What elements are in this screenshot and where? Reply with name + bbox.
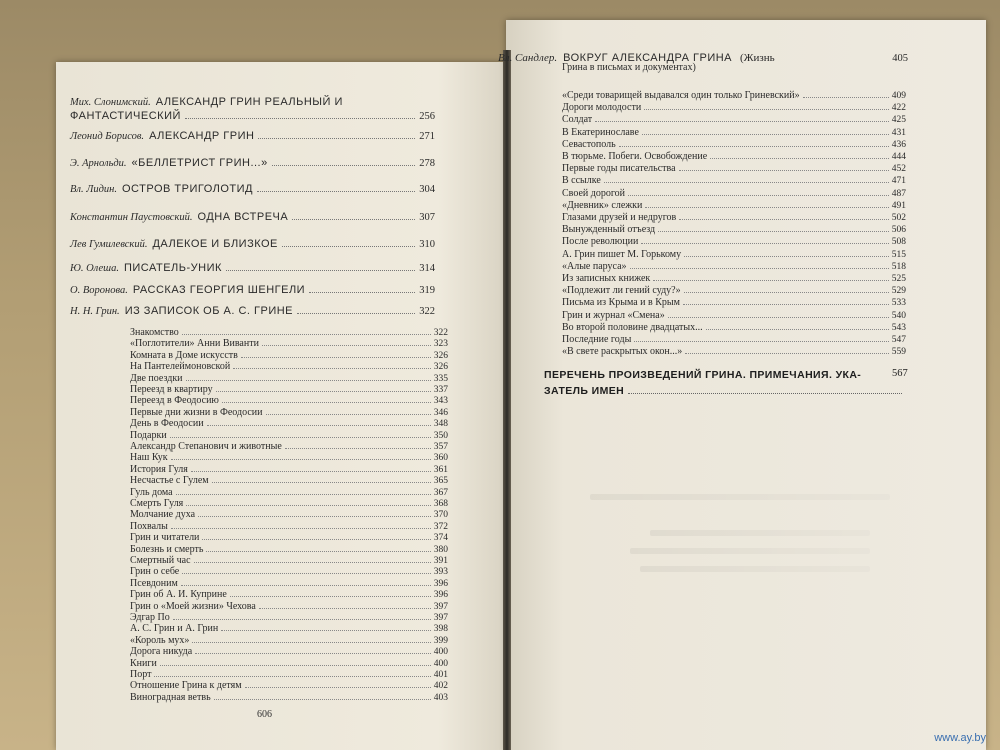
subentry-page: 380 bbox=[433, 544, 448, 555]
toc-subentry bbox=[562, 310, 906, 321]
right-bold-entry bbox=[544, 367, 906, 399]
subentry-page: 368 bbox=[433, 499, 448, 509]
subentry-page: 372 bbox=[433, 521, 448, 532]
subentry-title: «Поглотители» Анни Виванти bbox=[130, 338, 259, 350]
dot-leader bbox=[194, 562, 431, 563]
subentry-title: В Екатеринославе bbox=[562, 126, 639, 138]
subentry-title: Грин о «Моей жизни» Чехова bbox=[130, 600, 256, 612]
subentry-title: Из записных книжек bbox=[562, 273, 651, 284]
entry-title-line2: Грина в письмах и документах) bbox=[562, 62, 696, 73]
subentry-page: 326 bbox=[433, 350, 448, 361]
subentry-page: 401 bbox=[433, 670, 448, 680]
dot-leader bbox=[644, 109, 889, 110]
entry-title: ПИСАТЕЛЬ-УНИК bbox=[123, 262, 222, 274]
entry-title: «БЕЛЛЕТРИСТ ГРИН...» bbox=[131, 157, 268, 169]
toc-subentry bbox=[562, 139, 906, 150]
dot-leader bbox=[186, 380, 431, 381]
entry-title: ИЗ ЗАПИСОК ОБ А. С. ГРИНЕ bbox=[124, 305, 294, 317]
subentry-title: Комната в Доме искусств bbox=[130, 349, 238, 361]
toc-subentry bbox=[130, 395, 448, 406]
dot-leader bbox=[212, 482, 431, 483]
bold-entry-page: 567 bbox=[892, 368, 908, 379]
toc-entry bbox=[70, 130, 435, 142]
dot-leader bbox=[222, 402, 431, 403]
dot-leader bbox=[604, 182, 889, 183]
toc-subentry bbox=[130, 589, 448, 600]
entry-author: Вл. Сандлер. bbox=[498, 52, 558, 64]
entry-page: 319 bbox=[419, 285, 435, 296]
subentry-title: Переезд в Феодосию bbox=[130, 395, 219, 407]
dot-leader bbox=[216, 391, 431, 392]
toc-entry bbox=[70, 262, 435, 274]
toc-entry bbox=[70, 284, 435, 296]
subentry-page: 357 bbox=[433, 442, 448, 452]
toc-subentry bbox=[130, 623, 448, 634]
entry-author: Мих. Слонимский. bbox=[70, 97, 151, 108]
entry-author: Ю. Олеша. bbox=[70, 263, 119, 274]
entry-author: Лев Гумилевский. bbox=[70, 239, 148, 250]
dot-leader bbox=[171, 528, 431, 529]
subentry-page: 398 bbox=[433, 624, 448, 635]
subentry-page: 402 bbox=[433, 681, 448, 692]
subentry-title: История Гуля bbox=[130, 463, 188, 475]
subentry-title: Переезд в квартиру bbox=[130, 384, 213, 395]
subentry-title: Виноградная ветвь bbox=[130, 691, 211, 703]
subentry-title: Порт bbox=[130, 669, 152, 680]
subentry-title: «Среди товарищей выдавался один только Гриневский» bbox=[562, 90, 800, 101]
entry-author: Н. Н. Грин. bbox=[70, 306, 120, 317]
toc-subentry bbox=[562, 224, 906, 235]
dot-leader bbox=[628, 195, 889, 196]
subentry-page: 370 bbox=[433, 510, 448, 521]
subentry-title: В ссылке bbox=[562, 175, 601, 187]
bleed-through bbox=[590, 494, 890, 500]
subentry-page: 559 bbox=[891, 347, 906, 358]
toc-subentry bbox=[562, 127, 906, 138]
toc-subentry bbox=[130, 418, 448, 429]
toc-subentry bbox=[562, 212, 906, 223]
dot-leader bbox=[706, 329, 889, 330]
toc-subentry bbox=[562, 114, 906, 125]
subentry-page: 326 bbox=[433, 362, 448, 373]
subentry-page: 346 bbox=[433, 407, 448, 418]
subentry-page: 452 bbox=[891, 164, 906, 175]
toc-subentry bbox=[130, 532, 448, 543]
subentry-page: 502 bbox=[891, 213, 906, 223]
dot-leader bbox=[182, 334, 431, 335]
subentry-page: 409 bbox=[891, 91, 906, 101]
dot-leader bbox=[297, 313, 415, 314]
dot-leader bbox=[202, 539, 430, 540]
toc-subentry bbox=[130, 407, 448, 418]
subentry-page: 491 bbox=[891, 200, 906, 211]
entry-page: 256 bbox=[419, 111, 435, 122]
subentry-page: 431 bbox=[891, 127, 906, 138]
entry-page: 322 bbox=[419, 306, 435, 317]
toc-subentry bbox=[130, 612, 448, 623]
subentry-page: 518 bbox=[891, 261, 906, 272]
entry-title: ДАЛЕКОЕ И БЛИЗКОЕ bbox=[152, 238, 278, 250]
subentry-title: Первые годы писательства bbox=[562, 163, 676, 175]
entry-title: АЛЕКСАНДР ГРИН bbox=[149, 130, 255, 142]
subentry-title: Грин и читатели bbox=[130, 532, 200, 544]
subentry-title: Глазами друзей и недругов bbox=[562, 212, 677, 223]
dot-leader bbox=[282, 246, 415, 247]
toc-subentry bbox=[562, 285, 906, 296]
subentry-title: «Король мух» bbox=[130, 634, 190, 646]
subentry-title: Похвалы bbox=[130, 520, 168, 532]
subentry-title: Подарки bbox=[130, 429, 167, 441]
page-number: 606 bbox=[257, 709, 272, 720]
dot-leader bbox=[207, 425, 431, 426]
toc-entry bbox=[70, 183, 435, 195]
subentry-page: 367 bbox=[433, 487, 448, 498]
toc-subentry bbox=[562, 188, 906, 199]
toc-subentry bbox=[562, 200, 906, 211]
entry-title: АЛЕКСАНДР ГРИН РЕАЛЬНЫЙ И bbox=[155, 96, 343, 108]
subentry-title: Солдат bbox=[562, 114, 593, 126]
watermark: www.ay.by bbox=[934, 732, 986, 744]
subentry-page: 396 bbox=[433, 590, 448, 601]
subentry-page: 337 bbox=[433, 385, 448, 395]
dot-leader bbox=[309, 292, 415, 293]
dot-leader bbox=[619, 146, 889, 147]
toc-subentry bbox=[562, 175, 906, 186]
subentry-page: 400 bbox=[433, 658, 448, 669]
dot-leader bbox=[272, 165, 416, 166]
toc-subentry bbox=[562, 346, 906, 357]
subentry-title: Молчание духа bbox=[130, 509, 196, 521]
subentry-page: 335 bbox=[433, 373, 448, 384]
toc-subentry bbox=[130, 601, 448, 612]
entry-author: Вл. Лидин. bbox=[70, 184, 117, 195]
entry-title: ОСТРОВ ТРИГОЛОТИД bbox=[122, 183, 253, 195]
subentry-title: Отношение Грина к детям bbox=[130, 680, 242, 692]
dot-leader bbox=[668, 317, 889, 318]
bold-entry-line1: ПЕРЕЧЕНЬ ПРОИЗВЕДЕНИЙ ГРИНА. ПРИМЕЧАНИЯ. УКА- bbox=[544, 369, 862, 381]
dot-leader bbox=[259, 608, 431, 609]
toc-subentry bbox=[562, 334, 906, 345]
toc-subentry bbox=[562, 273, 906, 284]
bleed-through bbox=[630, 548, 870, 554]
dot-leader bbox=[233, 368, 431, 369]
subentry-page: 540 bbox=[891, 310, 906, 321]
entry-page: 314 bbox=[419, 263, 435, 274]
subentry-page: 444 bbox=[891, 152, 906, 162]
dot-leader bbox=[221, 630, 431, 631]
dot-leader bbox=[160, 665, 431, 666]
dot-leader bbox=[285, 448, 431, 449]
toc-subentry bbox=[562, 151, 906, 162]
dot-leader bbox=[683, 304, 889, 305]
dot-leader bbox=[257, 191, 415, 192]
dot-leader bbox=[258, 138, 415, 139]
toc-subentry bbox=[130, 669, 448, 680]
dot-leader bbox=[181, 585, 431, 586]
subentry-title: День в Феодосии bbox=[130, 418, 204, 430]
toc-subentry bbox=[130, 680, 448, 691]
dot-leader bbox=[679, 219, 888, 220]
dot-leader bbox=[684, 256, 889, 257]
entry-author: Константин Паустовский. bbox=[70, 212, 193, 223]
entry-title-rest: (Жизнь bbox=[740, 52, 775, 64]
entry-page: 310 bbox=[419, 239, 435, 250]
toc-entry bbox=[70, 211, 435, 223]
dot-leader bbox=[266, 414, 431, 415]
toc-subentry bbox=[130, 555, 448, 566]
entry-author: Леонид Борисов. bbox=[70, 131, 145, 142]
subentry-title: Своей дорогой bbox=[562, 187, 626, 199]
entry-page: 271 bbox=[419, 131, 435, 142]
toc-subentry bbox=[130, 578, 448, 589]
subentry-page: 529 bbox=[891, 286, 906, 297]
subentry-title: Наш Кук bbox=[130, 452, 168, 464]
subentry-page: 471 bbox=[891, 176, 906, 187]
toc-subentry bbox=[562, 297, 906, 308]
subentry-title: Знакомство bbox=[130, 327, 179, 338]
toc-subentry bbox=[130, 692, 448, 703]
subentry-page: 422 bbox=[891, 103, 906, 114]
dot-leader bbox=[292, 219, 415, 220]
dot-leader bbox=[634, 341, 888, 342]
dot-leader bbox=[198, 516, 431, 517]
dot-leader bbox=[182, 573, 431, 574]
dot-leader bbox=[170, 437, 431, 438]
toc-subentry bbox=[130, 635, 448, 646]
toc-entry bbox=[70, 157, 435, 169]
toc-subentry bbox=[562, 90, 906, 101]
subentry-title: А. С. Грин и А. Грин bbox=[130, 623, 219, 635]
subentry-page: 323 bbox=[433, 339, 448, 350]
subentry-page: 397 bbox=[433, 613, 448, 623]
toc-subentry bbox=[130, 566, 448, 577]
subentry-title: Дороги молодости bbox=[562, 102, 642, 114]
toc-subentry bbox=[562, 322, 906, 333]
subentry-title: Во второй половине двадцатых... bbox=[562, 321, 703, 333]
dot-leader bbox=[191, 471, 431, 472]
dot-leader bbox=[630, 268, 889, 269]
toc-subentry bbox=[130, 373, 448, 384]
subentry-title: Грин об А. И. Куприне bbox=[130, 589, 227, 601]
subentry-title: В тюрьме. Побеги. Освобождение bbox=[562, 151, 708, 162]
toc-subentry bbox=[562, 249, 906, 260]
subentry-page: 508 bbox=[891, 237, 906, 248]
subentry-page: 322 bbox=[433, 328, 448, 338]
dot-leader bbox=[206, 551, 430, 552]
subentry-page: 397 bbox=[433, 601, 448, 612]
toc-subentry bbox=[130, 658, 448, 669]
toc-subentry bbox=[130, 338, 448, 349]
toc-subentry bbox=[130, 350, 448, 361]
subentry-page: 374 bbox=[433, 533, 448, 544]
subentry-title: Гуль дома bbox=[130, 486, 173, 498]
dot-leader bbox=[173, 619, 431, 620]
toc-subentry bbox=[130, 646, 448, 657]
toc-subentry bbox=[130, 509, 448, 520]
subentry-title: Книги bbox=[130, 657, 157, 669]
subentry-page: 543 bbox=[891, 322, 906, 333]
toc-subentry bbox=[130, 475, 448, 486]
toc-subentry bbox=[130, 327, 448, 338]
subentry-page: 425 bbox=[891, 115, 906, 126]
dot-leader bbox=[658, 231, 889, 232]
toc-subentry bbox=[562, 261, 906, 272]
subentry-title: Вынужденный отъезд bbox=[562, 224, 656, 236]
subentry-title: Александр Степанович и животные bbox=[130, 441, 282, 452]
toc-subentry bbox=[562, 236, 906, 247]
dot-leader bbox=[195, 653, 431, 654]
entry-title-line2: ФАНТАСТИЧЕСКИЙ bbox=[70, 110, 181, 122]
entry-page: 278 bbox=[419, 158, 435, 169]
subentry-title: «Алые паруса» bbox=[562, 260, 627, 272]
toc-subentry bbox=[130, 384, 448, 395]
toc-subentry bbox=[562, 102, 906, 113]
entry-title: ВОКРУГ АЛЕКСАНДРА ГРИНА bbox=[563, 52, 733, 64]
subentry-title: Севастополь bbox=[562, 138, 616, 150]
toc-subentry bbox=[130, 487, 448, 498]
subentry-title: Псевдоним bbox=[130, 577, 178, 589]
subentry-title: Письма из Крыма и в Крым bbox=[562, 297, 680, 309]
subentry-title: После революции bbox=[562, 236, 639, 248]
subentry-title: «Подлежит ли гений суду?» bbox=[562, 285, 681, 297]
subentry-title: «В свете раскрытых окон...» bbox=[562, 346, 683, 358]
toc-entry bbox=[70, 238, 435, 250]
right-main-entry bbox=[498, 52, 908, 73]
subentry-title: На Пантелеймоновской bbox=[130, 361, 231, 373]
subentry-page: 436 bbox=[891, 139, 906, 150]
subentry-page: 350 bbox=[433, 430, 448, 441]
subentry-title: Первые дни жизни в Феодосии bbox=[130, 406, 263, 418]
toc-subentry bbox=[130, 521, 448, 532]
subentry-title: Несчастье с Гулем bbox=[130, 475, 209, 487]
entry-page: 307 bbox=[419, 212, 435, 223]
dot-leader bbox=[685, 353, 888, 354]
subentry-title: «Дневник» слежки bbox=[562, 199, 643, 211]
subentry-page: 399 bbox=[433, 635, 448, 646]
dot-leader bbox=[653, 280, 888, 281]
subentry-page: 396 bbox=[433, 578, 448, 589]
dot-leader bbox=[262, 345, 431, 346]
dot-leader bbox=[214, 699, 431, 700]
bleed-through bbox=[650, 530, 870, 536]
subentry-title: Смерть Гуля bbox=[130, 498, 184, 509]
entry-author: О. Воронова. bbox=[70, 285, 128, 296]
toc-subentry bbox=[130, 430, 448, 441]
subentry-title: Смертный час bbox=[130, 555, 191, 566]
toc-entry bbox=[70, 96, 435, 108]
subentry-page: 400 bbox=[433, 647, 448, 658]
subentry-title: А. Грин пишет М. Горькому bbox=[562, 248, 682, 260]
toc-subentry bbox=[130, 544, 448, 555]
dot-leader bbox=[595, 121, 889, 122]
subentry-page: 361 bbox=[433, 464, 448, 475]
dot-leader bbox=[645, 207, 888, 208]
subentry-page: 487 bbox=[891, 188, 906, 199]
toc-subentry bbox=[562, 163, 906, 174]
subentry-page: 391 bbox=[433, 556, 448, 566]
bleed-through bbox=[640, 566, 870, 572]
dot-leader bbox=[679, 170, 889, 171]
subentry-title: Две поездки bbox=[130, 372, 183, 384]
subentry-page: 547 bbox=[891, 335, 906, 345]
toc-subentry bbox=[130, 361, 448, 372]
subentry-page: 506 bbox=[891, 225, 906, 236]
dot-leader bbox=[642, 134, 889, 135]
toc-subentry bbox=[130, 441, 448, 452]
subentry-title: Дорога никуда bbox=[130, 646, 193, 658]
toc-subentry bbox=[130, 498, 448, 509]
subentry-page: 525 bbox=[891, 274, 906, 284]
subentry-page: 515 bbox=[891, 249, 906, 260]
dot-leader bbox=[710, 158, 889, 159]
dot-leader bbox=[171, 459, 431, 460]
subentry-page: 403 bbox=[433, 692, 448, 703]
dot-leader bbox=[230, 596, 431, 597]
dot-leader bbox=[226, 270, 415, 271]
toc-subentry bbox=[130, 452, 448, 463]
entry-page: 304 bbox=[419, 184, 435, 195]
dot-leader bbox=[245, 687, 431, 688]
dot-leader bbox=[176, 494, 431, 495]
subentry-title: Последние годы bbox=[562, 334, 632, 345]
entry-title: РАССКАЗ ГЕОРГИЯ ШЕНГЕЛИ bbox=[132, 284, 306, 296]
book-gutter bbox=[503, 50, 511, 750]
dot-leader bbox=[185, 118, 415, 119]
toc-entry-continued bbox=[70, 110, 435, 122]
subentry-page: 533 bbox=[891, 298, 906, 309]
entry-title: ОДНА ВСТРЕЧА bbox=[197, 211, 289, 223]
entry-author: Э. Арнольди. bbox=[70, 158, 127, 169]
subentry-page: 360 bbox=[433, 453, 448, 464]
subentry-page: 348 bbox=[433, 419, 448, 430]
subentry-title: Эдгар По bbox=[130, 612, 170, 623]
subentry-page: 393 bbox=[433, 567, 448, 578]
subentry-title: Болезнь и смерть bbox=[130, 543, 204, 555]
dot-leader bbox=[684, 292, 889, 293]
subentry-title: Грин и журнал «Смена» bbox=[562, 309, 665, 321]
dot-leader bbox=[641, 243, 888, 244]
entry-page: 405 bbox=[892, 53, 908, 64]
dot-leader bbox=[186, 505, 430, 506]
bold-entry-line2: ЗАТЕЛЬ ИМЕН bbox=[544, 385, 625, 397]
dot-leader bbox=[192, 642, 430, 643]
subentry-page: 343 bbox=[433, 396, 448, 407]
subentry-page: 365 bbox=[433, 476, 448, 487]
dot-leader bbox=[154, 676, 430, 677]
subentry-title: Грин о себе bbox=[130, 566, 180, 578]
dot-leader bbox=[803, 97, 889, 98]
toc-subentry bbox=[130, 464, 448, 475]
dot-leader bbox=[241, 357, 431, 358]
toc-entry bbox=[70, 305, 435, 317]
